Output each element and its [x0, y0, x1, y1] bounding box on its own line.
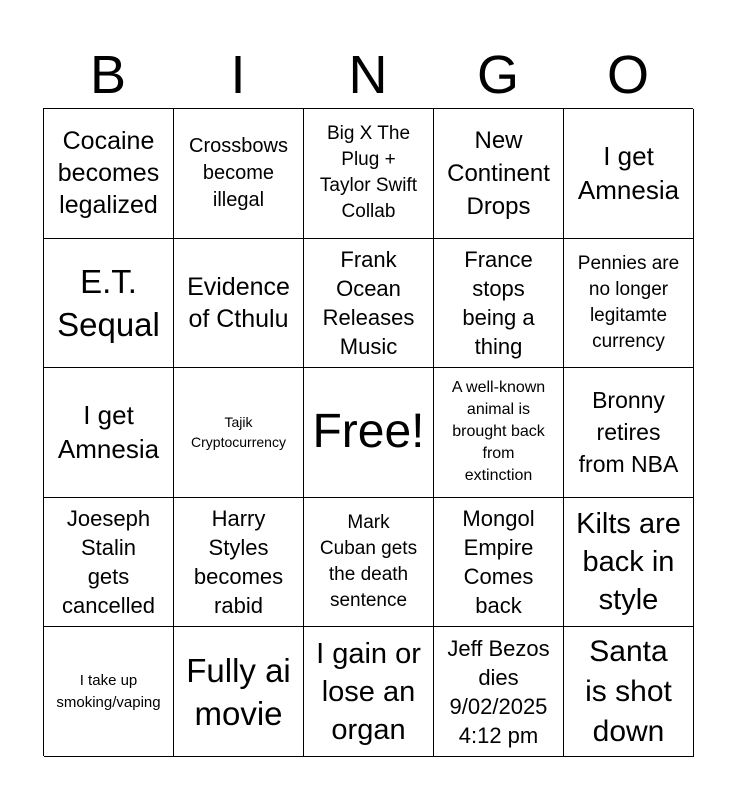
bingo-cell-r5c4: [434, 627, 564, 757]
bingo-cell-r5c1: [44, 627, 174, 757]
bingo-cell-r4c3: [304, 498, 434, 628]
cell-text: Joeseph Stalin gets cancelled: [62, 506, 155, 619]
cell-text: Jeff Bezos dies 9/02/2025 4:12 pm: [447, 635, 550, 748]
bingo-header: [43, 44, 693, 106]
cell-text: Bronny retires from NBA: [578, 387, 679, 478]
header-letter-n: N: [348, 45, 388, 105]
cell-text: Mark Cuban gets the death sentence: [319, 512, 418, 612]
bingo-cell-r4c2: [174, 498, 304, 628]
header-letter-b: B: [89, 45, 127, 105]
bingo-cell-r2c3: [304, 239, 434, 369]
bingo-cell-r3c2: [174, 368, 304, 498]
bingo-cell-r2c4: [434, 239, 564, 369]
cell-text: A well-known animal is brought back from extinction: [451, 379, 546, 485]
cell-text: I get Amnesia: [577, 141, 680, 206]
cell-text: Harry Styles becomes rabid: [193, 506, 284, 619]
cell-text: New Continent Drops: [447, 126, 550, 220]
cell-text: I take up smoking/vaping: [56, 671, 161, 711]
bingo-cell-r4c1: [44, 498, 174, 628]
bingo-cell-r5c3: [304, 627, 434, 757]
header-letter-g: G: [476, 45, 519, 105]
bingo-cell-r3c4: [434, 368, 564, 498]
bingo-cell-r5c2: [174, 627, 304, 757]
cell-text: I gain or lose an organ: [316, 637, 421, 746]
cell-text: France stops being a thing: [462, 246, 535, 359]
cell-text: Cocaine becomes legalized: [57, 127, 160, 220]
cell-text: Mongol Empire Comes back: [462, 506, 535, 619]
bingo-cell-r1c3: [304, 109, 434, 239]
bingo-cell-r2c2: [174, 239, 304, 369]
cell-text: E.T. Sequal: [57, 262, 160, 343]
bingo-cell-r1c4: [434, 109, 564, 239]
bingo-cell-r1c5: [564, 109, 694, 239]
cell-text: I get Amnesia: [57, 400, 160, 465]
bingo-cell-r5c5: [564, 627, 694, 757]
cell-text: Crossbows become illegal: [189, 134, 288, 211]
bingo-cell-r3c5: [564, 368, 694, 498]
cell-text: Evidence of Cthulu: [187, 272, 290, 333]
cell-text: Frank Ocean Releases Music: [322, 246, 415, 359]
bingo-cell-r4c4: [434, 498, 564, 628]
bingo-cell-r1c1: [44, 109, 174, 239]
free-space-label: Free!: [312, 405, 425, 459]
cell-text: Big X The Plug + Taylor Swift Collab: [319, 123, 418, 223]
cell-text: Fully ai movie: [186, 651, 291, 732]
bingo-cell-r3c1: [44, 368, 174, 498]
header-letter-o: O: [606, 45, 649, 105]
bingo-cell-r1c2: [174, 109, 304, 239]
cell-text: Tajik Cryptocurrency: [191, 414, 286, 451]
cell-text: Kilts are back in style: [576, 508, 681, 617]
header-letter-i: I: [230, 45, 246, 105]
cell-text: Pennies are no longer legitamte currency: [577, 252, 680, 352]
cell-text: Santa is shot down: [585, 634, 672, 748]
bingo-card-grid: [43, 108, 693, 756]
bingo-cell-r2c5: [564, 239, 694, 369]
bingo-cell-r3c3: [304, 368, 434, 498]
bingo-cell-r2c1: [44, 239, 174, 369]
bingo-cell-r4c5: [564, 498, 694, 628]
